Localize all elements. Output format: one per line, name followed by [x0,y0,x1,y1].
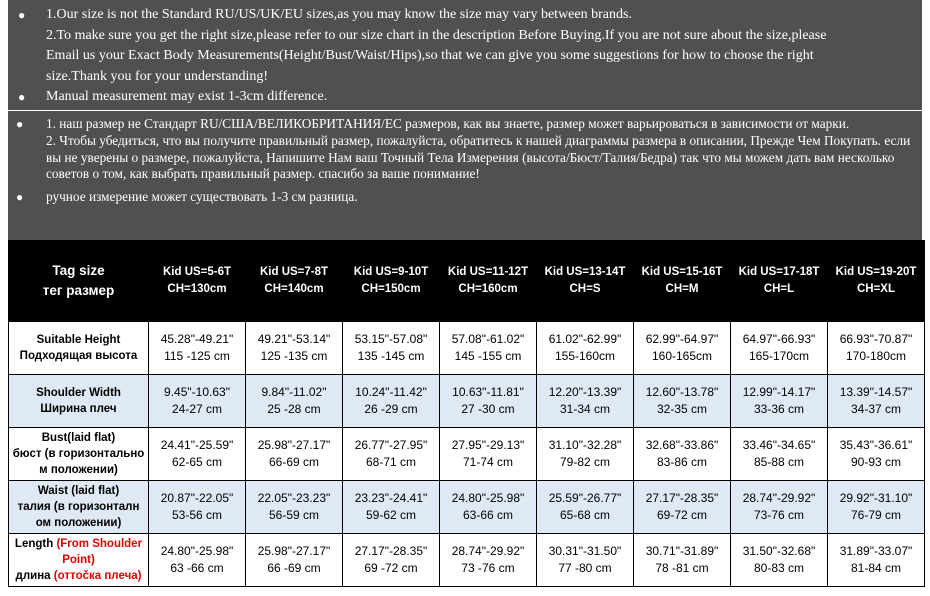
header-cell-size: Kid US=5-6T CH=130cm [149,241,246,322]
row-label-waist: Waist (laid flat) талия (в горизонталн ом положении) [9,481,149,534]
table-cell: 57.08"-61.02" 145 -155 cm [440,322,537,375]
header-cell-size: Kid US=13-14T CH=S [537,241,634,322]
table-cell: 24.80"-25.98" 63 -66 cm [149,534,246,587]
table-cell: 20.87"-22.05" 53-56 cm [149,481,246,534]
bullet-icon: ● [18,8,26,22]
table-cell: 30.31"-31.50" 77 -80 cm [537,534,634,587]
table-cell: 9.45"-10.63" 24-27 cm [149,375,246,428]
table-cell: 66.93"-70.87" 170-180cm [828,322,925,375]
size-chart-table [8,240,925,587]
table-row-shoulder [9,375,925,428]
row-label-length: Length (From Shoulder Point) длина (оттočка плеча) [9,534,149,587]
header-cell-size: Kid US=17-18T CH=L [731,241,828,322]
bullet-icon: ● [16,190,24,205]
table-cell: 12.60"-13.78" 32-35 cm [634,375,731,428]
table-row-bust [9,428,925,481]
table-cell: 61.02"-62.99" 155-160cm [537,322,634,375]
table-cell: 10.24"-11.42" 26 -29 cm [343,375,440,428]
table-cell: 33.46"-34.65" 85-88 cm [731,428,828,481]
table-cell: 27.17"-28.35" 69 -72 cm [343,534,440,587]
table-cell: 12.99"-14.17" 33-36 cm [731,375,828,428]
table-row-height [9,322,925,375]
notice-ru-line-2: 2. Чтобы убедиться, что вы получите правильный размер, пожалуйста, обратитесь к нашей диаграммы размера в описании, Прежде Чем Покупать. если вы не уверены о размере, пожалуйста, Напишите Нам ваш Точный Тела Измерения (высота/Бюст/Талия/Бедра) так что мы можем дать вам несколько советов о том, как выбрать правильный размер. спасибо за ваше понимание! [46,132,911,182]
header-cell-size: Kid US=9-10T CH=150cm [343,241,440,322]
bullet-icon: ● [16,117,24,131]
table-cell: 62.99"-64.97" 160-165cm [634,322,731,375]
notice-russian [8,111,922,240]
table-header-row [9,241,925,322]
table-cell: 31.50"-32.68" 80-83 cm [731,534,828,587]
table-cell: 35.43"-36.61" 90-93 cm [828,428,925,481]
table-cell: 10.63"-11.81" 27 -30 cm [440,375,537,428]
table-cell: 27.17"-28.35" 69-72 cm [634,481,731,534]
notice-en-line-3: Email us your Exact Body Measurements(Height/Bust/Waist/Hips),so that we can give you some suggestions for how to choose the right [46,48,814,63]
table-cell: 24.80"-25.98" 63-66 cm [440,481,537,534]
row-label-height: Suitable Height Подходящая высота [9,322,149,375]
table-cell: 25.98"-27.17" 66-69 cm [246,428,343,481]
table-cell: 31.10"-32.28" 79-82 cm [537,428,634,481]
notice-english [8,0,922,110]
notice-ru-line-3: ● ручное измерение может существовать 1-3 см разница. [16,189,358,205]
table-cell: 27.95"-29.13" 71-74 cm [440,428,537,481]
table-cell: 12.20"-13.39" 31-34 cm [537,375,634,428]
table-cell: 25.59"-26.77" 65-68 cm [537,481,634,534]
header-cell-size: Kid US=15-16T CH=M [634,241,731,322]
table-cell: 32.68"-33.86" 83-86 cm [634,428,731,481]
table-cell: 30.71"-31.89" 78 -81 cm [634,534,731,587]
bullet-icon: ● [18,90,26,104]
table-cell: 26.77"-27.95" 68-71 cm [343,428,440,481]
notice-ru-line-1: ● 1. наш размер не Стандарт RU/США/ВЕЛИКОБРИТАНИЯ/ЕС размеров, как вы знаете, размер может варьироваться в зависимости от марки. [16,116,850,131]
table-cell: 13.39"-14.57" 34-37 cm [828,375,925,428]
table-cell: 45.28"-49.21" 115 -125 cm [149,322,246,375]
notice-en-line-4: size.Thank you for your understanding! [46,68,268,84]
table-cell: 49.21"-53.14" 125 -135 cm [246,322,343,375]
header-cell-size: Kid US=11-12T CH=160cm [440,241,537,322]
table-cell: 25.98"-27.17" 66 -69 cm [246,534,343,587]
notice-en-line-2: 2.To make sure you get the right size,please refer to our size chart in the description Before Buying.If you are not sure about the size,please [46,27,827,43]
table-cell: 29.92"-31.10" 76-79 cm [828,481,925,534]
table-cell: 22.05"-23.23" 56-59 cm [246,481,343,534]
row-label-shoulder: Shoulder Width Ширина плеч [9,375,149,428]
table-cell: 28.74"-29.92" 73 -76 cm [440,534,537,587]
header-cell-size: Kid US=7-8T CH=140cm [246,241,343,322]
table-cell: 24.41"-25.59" 62-65 cm [149,428,246,481]
table-cell: 31.89"-33.07" 81-84 cm [828,534,925,587]
notice-en-line-5: ● Manual measurement may exist 1-3cm difference. [46,87,912,108]
table-cell: 9.84"-11.02" 25 -28 cm [246,375,343,428]
table-cell: 23.23"-24.41" 59-62 cm [343,481,440,534]
table-cell: 64.97"-66.93" 165-170cm [731,322,828,375]
table-cell: 28.74"-29.92" 73-76 cm [731,481,828,534]
notice-en-line-1: ● 1.Our size is not the Standard RU/US/UK/EU sizes,as you may know the size may vary between brands. [46,5,912,26]
row-label-bust: Bust(laid flat) бюст (в горизонтально м положении) [9,428,149,481]
table-row-waist [9,481,925,534]
table-cell: 53.15"-57.08" 135 -145 cm [343,322,440,375]
header-cell-tag-size: Tag size тег размер [9,241,149,322]
header-cell-size: Kid US=19-20T CH=XL [828,241,925,322]
table-row-length [9,534,925,587]
